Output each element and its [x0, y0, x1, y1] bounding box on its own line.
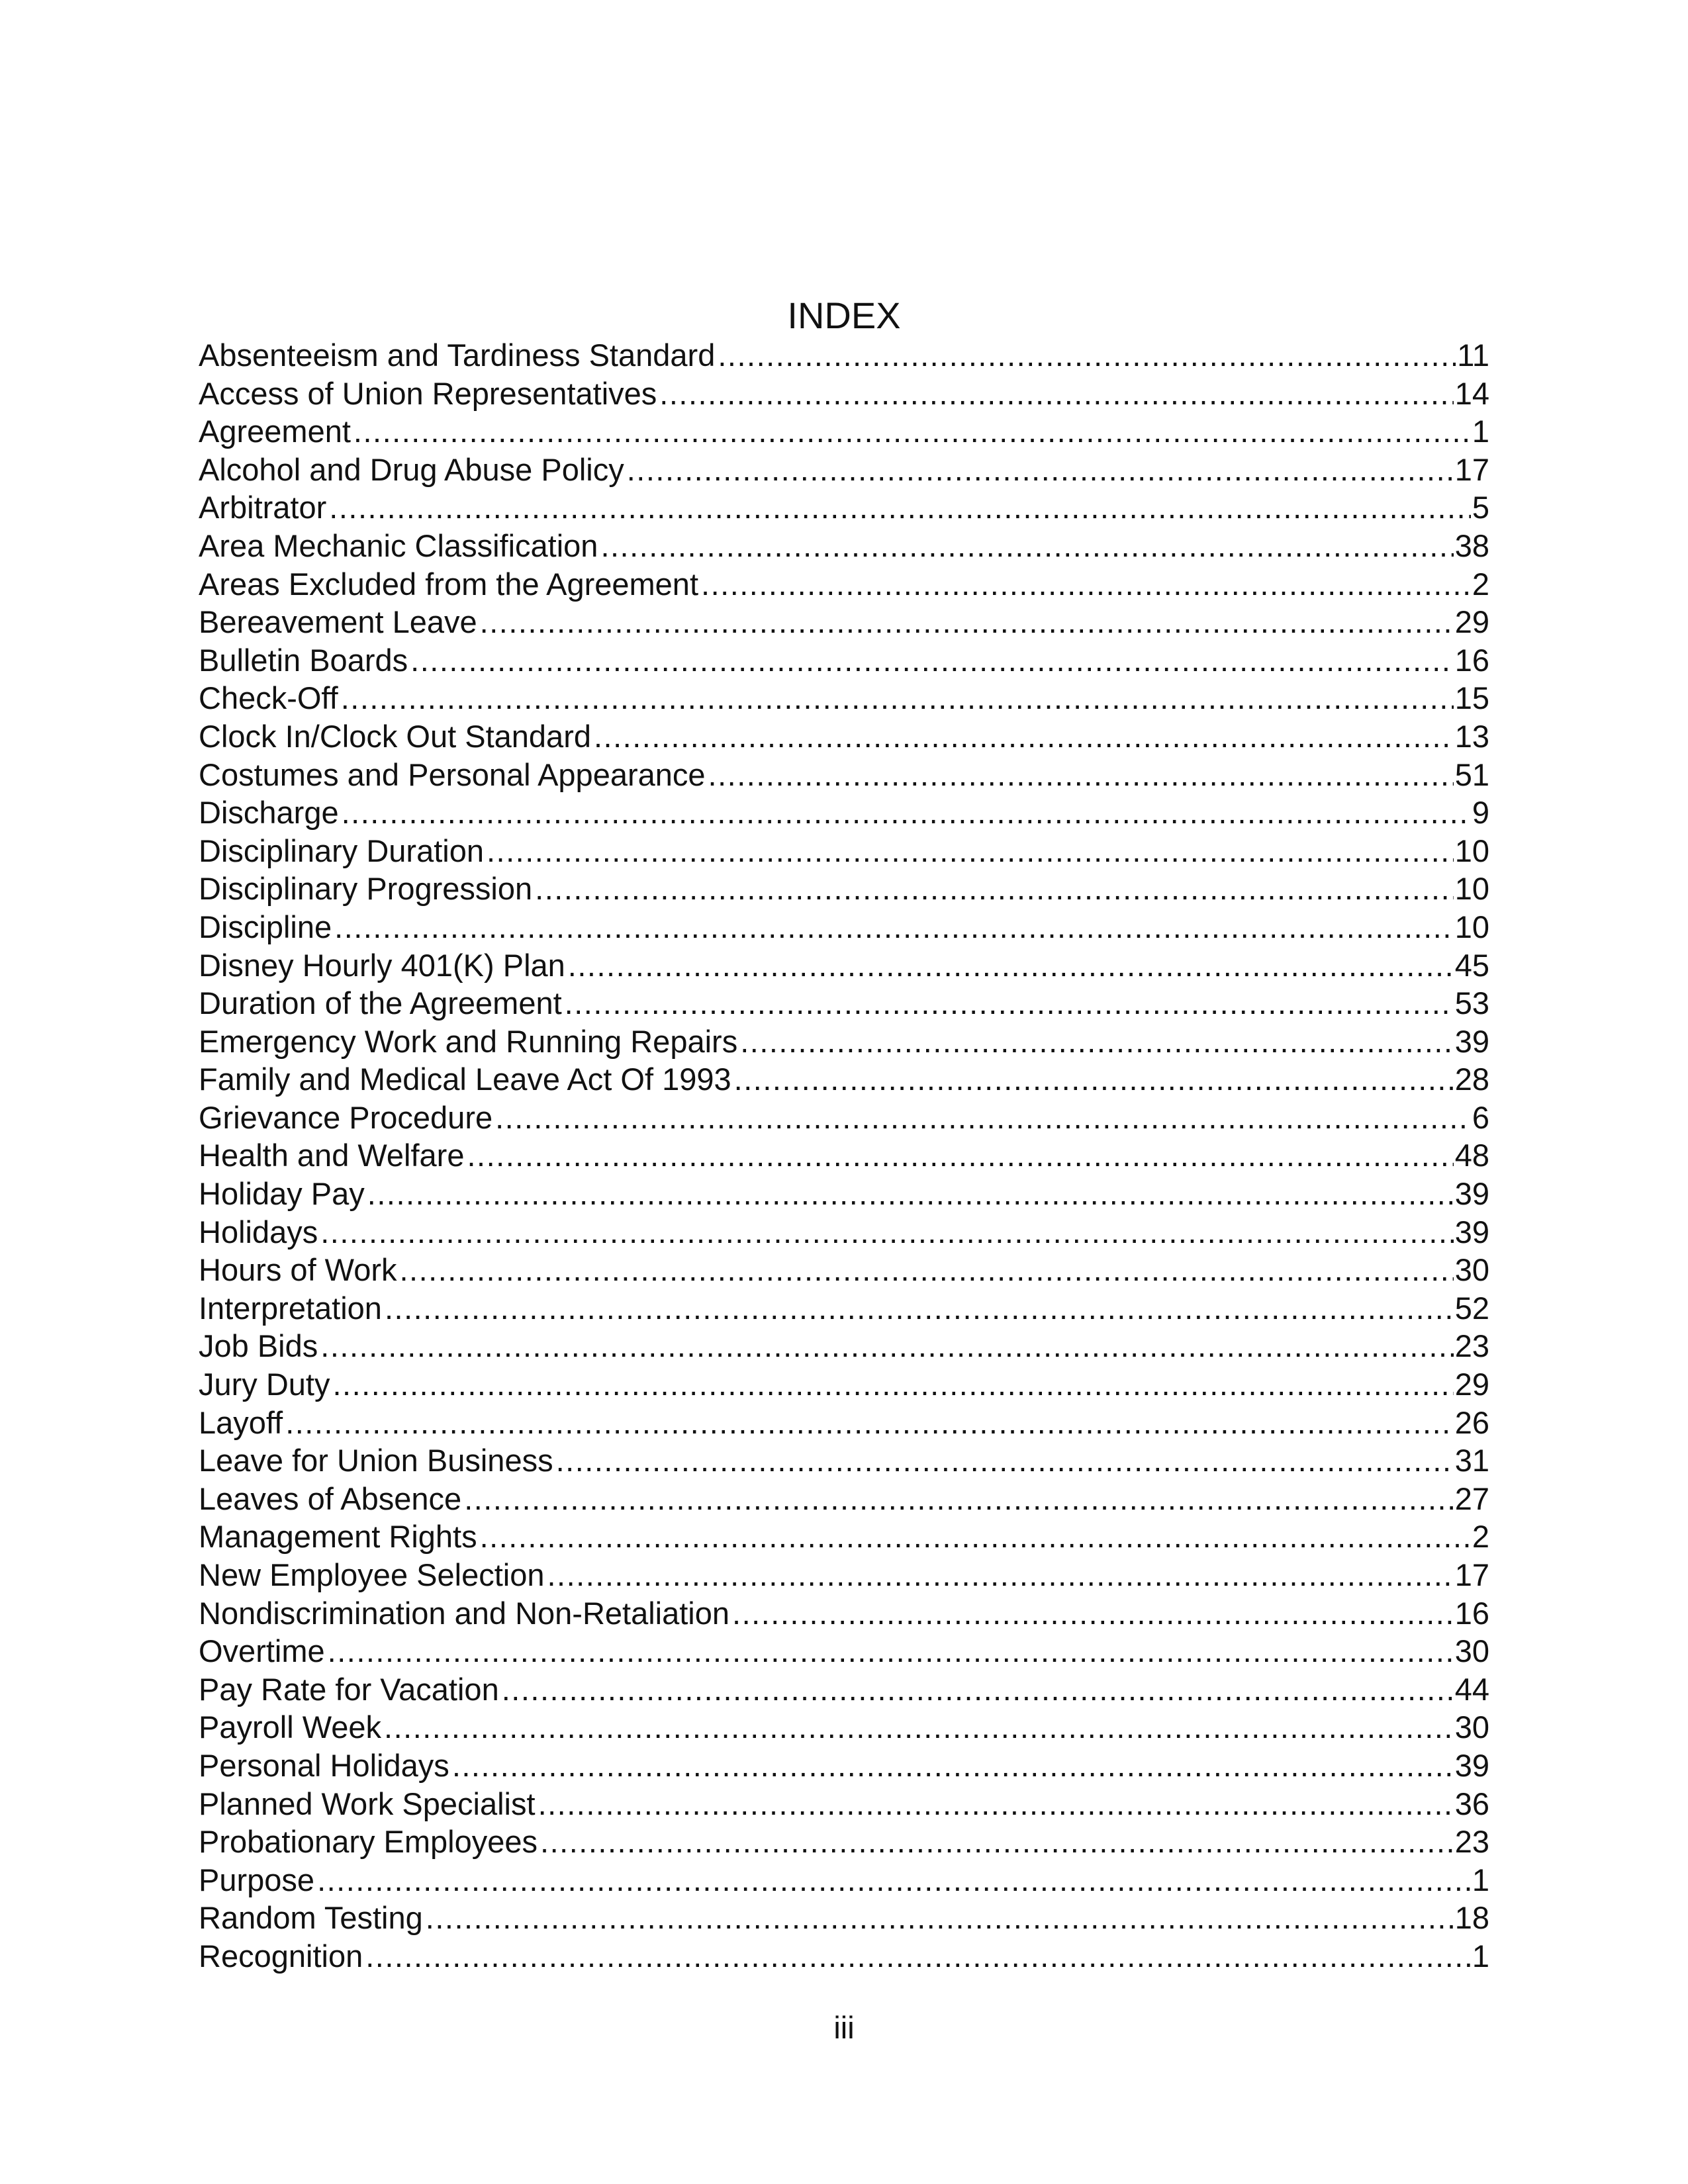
- entry-label: Pay Rate for Vacation: [199, 1671, 499, 1707]
- entry-label: Check-Off: [199, 680, 338, 716]
- entry-label: Discharge: [199, 795, 339, 831]
- index-entry: [199, 984, 1489, 1023]
- entry-page-number: 1: [1472, 414, 1489, 449]
- entry-page-number: 17: [1454, 451, 1489, 487]
- index-entry: [199, 1289, 1489, 1328]
- dot-leader: [701, 565, 1471, 604]
- entry-page-number: 14: [1454, 375, 1489, 411]
- entry-label: Absenteeism and Tardiness Standard: [199, 338, 716, 373]
- index-entry: [199, 412, 1489, 451]
- index-entry: [199, 1670, 1489, 1709]
- entry-page-number: 48: [1454, 1138, 1489, 1173]
- entry-page-number: 1: [1472, 1862, 1489, 1897]
- index-entry: [199, 1632, 1489, 1670]
- entry-page-number: 23: [1454, 1824, 1489, 1860]
- index-entry: [199, 1327, 1489, 1365]
- entry-page-number: 51: [1454, 756, 1489, 792]
- entry-label: Planned Work Specialist: [199, 1786, 536, 1821]
- index-entry: [199, 1785, 1489, 1823]
- dot-leader: [600, 527, 1453, 565]
- index-entry: [199, 794, 1489, 832]
- dot-leader: [556, 1441, 1454, 1480]
- entry-label: Bereavement Leave: [199, 604, 477, 640]
- entry-label: Nondiscrimination and Non-Retaliation: [199, 1595, 730, 1631]
- entry-page-number: 38: [1454, 527, 1489, 563]
- index-entry: [199, 1365, 1489, 1404]
- entry-page-number: 52: [1454, 1290, 1489, 1326]
- dot-leader: [734, 1060, 1454, 1099]
- dot-leader: [547, 1556, 1454, 1594]
- dot-leader: [285, 1404, 1454, 1442]
- entry-label: Duration of the Agreement: [199, 985, 562, 1021]
- entry-page-number: 2: [1472, 566, 1489, 602]
- dot-leader: [732, 1594, 1454, 1633]
- entry-label: New Employee Selection: [199, 1557, 545, 1592]
- entry-label: Grievance Procedure: [199, 1099, 493, 1135]
- entry-label: Area Mechanic Classification: [199, 527, 598, 563]
- dot-leader: [568, 946, 1454, 985]
- entry-page-number: 6: [1472, 1099, 1489, 1135]
- entry-label: Emergency Work and Running Repairs: [199, 1023, 738, 1059]
- dot-leader: [464, 1480, 1454, 1518]
- dot-leader: [452, 1747, 1454, 1785]
- entry-label: Agreement: [199, 414, 351, 449]
- entry-page-number: 16: [1454, 642, 1489, 678]
- index-entry: [199, 1441, 1489, 1480]
- index-entry: [199, 1594, 1489, 1633]
- entry-page-number: 2: [1472, 1519, 1489, 1555]
- entry-page-number: 26: [1454, 1404, 1489, 1440]
- entry-page-number: 10: [1454, 871, 1489, 907]
- entry-label: Random Testing: [199, 1900, 423, 1936]
- entry-label: Holiday Pay: [199, 1176, 365, 1212]
- index-entry: [199, 375, 1489, 413]
- index-entry: [199, 717, 1489, 756]
- dot-leader: [708, 756, 1454, 794]
- dot-leader: [495, 1099, 1471, 1137]
- dot-leader: [384, 1708, 1454, 1747]
- dot-leader: [565, 984, 1454, 1023]
- index-entry: [199, 451, 1489, 489]
- dot-leader: [410, 641, 1454, 680]
- index-entry: [199, 1023, 1489, 1061]
- entry-page-number: 31: [1454, 1443, 1489, 1479]
- dot-leader: [341, 679, 1454, 717]
- dot-leader: [329, 488, 1471, 527]
- dot-leader: [627, 451, 1454, 489]
- entry-label: Personal Holidays: [199, 1747, 449, 1783]
- index-entry: [199, 1136, 1489, 1175]
- entry-page-number: 39: [1454, 1176, 1489, 1212]
- dot-leader: [538, 1785, 1454, 1823]
- entry-label: Bulletin Boards: [199, 642, 408, 678]
- entry-label: Access of Union Representatives: [199, 375, 657, 411]
- entry-label: Family and Medical Leave Act Of 1993: [199, 1062, 731, 1097]
- dot-leader: [659, 375, 1453, 413]
- index-entry: [199, 603, 1489, 641]
- entry-page-number: 17: [1454, 1557, 1489, 1592]
- index-entry: [199, 1861, 1489, 1899]
- entry-label: Alcohol and Drug Abuse Policy: [199, 451, 624, 487]
- entry-page-number: 9: [1472, 795, 1489, 831]
- index-entry: [199, 832, 1489, 870]
- entry-label: Disciplinary Progression: [199, 871, 533, 907]
- entry-page-number: 29: [1454, 604, 1489, 640]
- entry-page-number: 39: [1454, 1747, 1489, 1783]
- dot-leader: [535, 870, 1454, 908]
- entry-label: Discipline: [199, 909, 332, 944]
- dot-leader: [333, 1365, 1454, 1404]
- entry-page-number: 5: [1472, 490, 1489, 525]
- entry-page-number: 28: [1454, 1062, 1489, 1097]
- entry-label: Costumes and Personal Appearance: [199, 756, 706, 792]
- entry-page-number: 15: [1454, 680, 1489, 716]
- entry-page-number: 36: [1454, 1786, 1489, 1821]
- entry-label: Management Rights: [199, 1519, 477, 1555]
- index-entry: [199, 1175, 1489, 1213]
- index-entry: [199, 1899, 1489, 1937]
- entry-label: Disciplinary Duration: [199, 833, 484, 868]
- entry-label: Job Bids: [199, 1328, 318, 1364]
- entry-page-number: 1: [1472, 1938, 1489, 1974]
- entry-page-number: 44: [1454, 1671, 1489, 1707]
- entry-page-number: 11: [1457, 338, 1489, 373]
- index-entry: [199, 336, 1489, 375]
- entry-page-number: 27: [1454, 1480, 1489, 1516]
- index-entry: [199, 641, 1489, 680]
- entry-label: Holidays: [199, 1214, 318, 1250]
- index-entry: [199, 870, 1489, 908]
- index-entry: [199, 565, 1489, 604]
- dot-leader: [353, 412, 1471, 451]
- entry-page-number: 39: [1454, 1023, 1489, 1059]
- index-entry: [199, 1213, 1489, 1251]
- entry-page-number: 53: [1454, 985, 1489, 1021]
- entry-label: Disney Hourly 401(K) Plan: [199, 947, 565, 983]
- entry-page-number: 13: [1454, 718, 1489, 754]
- entry-label: Recognition: [199, 1938, 363, 1974]
- index-entry: [199, 1099, 1489, 1137]
- entry-label: Layoff: [199, 1404, 283, 1440]
- index-entry: [199, 1556, 1489, 1594]
- index-entry: [199, 1708, 1489, 1747]
- entry-label: Payroll Week: [199, 1709, 382, 1745]
- dot-leader: [487, 832, 1454, 870]
- index-entry: [199, 1480, 1489, 1518]
- index-entry: [199, 756, 1489, 794]
- dot-leader: [365, 1937, 1471, 1976]
- entry-label: Interpretation: [199, 1290, 382, 1326]
- index-entry: [199, 679, 1489, 717]
- page-number: iii: [833, 2010, 855, 2045]
- entry-label: Areas Excluded from the Agreement: [199, 566, 699, 602]
- entry-label: Probationary Employees: [199, 1824, 538, 1860]
- dot-leader: [740, 1023, 1454, 1061]
- index-entry: [199, 488, 1489, 527]
- entry-label: Clock In/Clock Out Standard: [199, 718, 591, 754]
- entry-label: Overtime: [199, 1633, 325, 1669]
- dot-leader: [317, 1861, 1471, 1899]
- entry-label: Jury Duty: [199, 1367, 330, 1402]
- entry-page-number: 39: [1454, 1214, 1489, 1250]
- index-entry: [199, 946, 1489, 985]
- index-entry: [199, 908, 1489, 946]
- entry-page-number: 10: [1454, 909, 1489, 944]
- index-entry: [199, 1937, 1489, 1976]
- entry-page-number: 18: [1454, 1900, 1489, 1936]
- index-list: [199, 336, 1489, 1976]
- entry-label: Arbitrator: [199, 490, 327, 525]
- dot-leader: [480, 1518, 1471, 1556]
- entry-page-number: 10: [1454, 833, 1489, 868]
- index-entry: [199, 1747, 1489, 1785]
- dot-leader: [328, 1632, 1454, 1670]
- entry-label: Purpose: [199, 1862, 315, 1897]
- entry-page-number: 23: [1454, 1328, 1489, 1364]
- dot-leader: [718, 336, 1456, 375]
- dot-leader: [502, 1670, 1454, 1709]
- entry-page-number: 30: [1454, 1252, 1489, 1288]
- dot-leader: [426, 1899, 1454, 1937]
- entry-page-number: 30: [1454, 1633, 1489, 1669]
- entry-page-number: 16: [1454, 1595, 1489, 1631]
- entry-label: Health and Welfare: [199, 1138, 465, 1173]
- entry-page-number: 30: [1454, 1709, 1489, 1745]
- index-entry: [199, 1404, 1489, 1442]
- dot-leader: [540, 1823, 1454, 1861]
- index-entry: [199, 1060, 1489, 1099]
- dot-leader: [320, 1213, 1453, 1251]
- dot-leader: [342, 794, 1471, 832]
- index-entry: [199, 1823, 1489, 1861]
- entry-label: Leave for Union Business: [199, 1443, 553, 1479]
- dot-leader: [320, 1327, 1453, 1365]
- dot-leader: [385, 1289, 1454, 1328]
- dot-leader: [400, 1251, 1454, 1289]
- dot-leader: [467, 1136, 1453, 1175]
- dot-leader: [367, 1175, 1454, 1213]
- index-entry: [199, 1251, 1489, 1289]
- dot-leader: [594, 717, 1454, 756]
- entry-page-number: 29: [1454, 1367, 1489, 1402]
- page-title: INDEX: [787, 294, 901, 336]
- entry-page-number: 45: [1454, 947, 1489, 983]
- index-entry: [199, 527, 1489, 565]
- entry-label: Leaves of Absence: [199, 1480, 462, 1516]
- dot-leader: [334, 908, 1454, 946]
- index-entry: [199, 1518, 1489, 1556]
- dot-leader: [480, 603, 1454, 641]
- entry-label: Hours of Work: [199, 1252, 397, 1288]
